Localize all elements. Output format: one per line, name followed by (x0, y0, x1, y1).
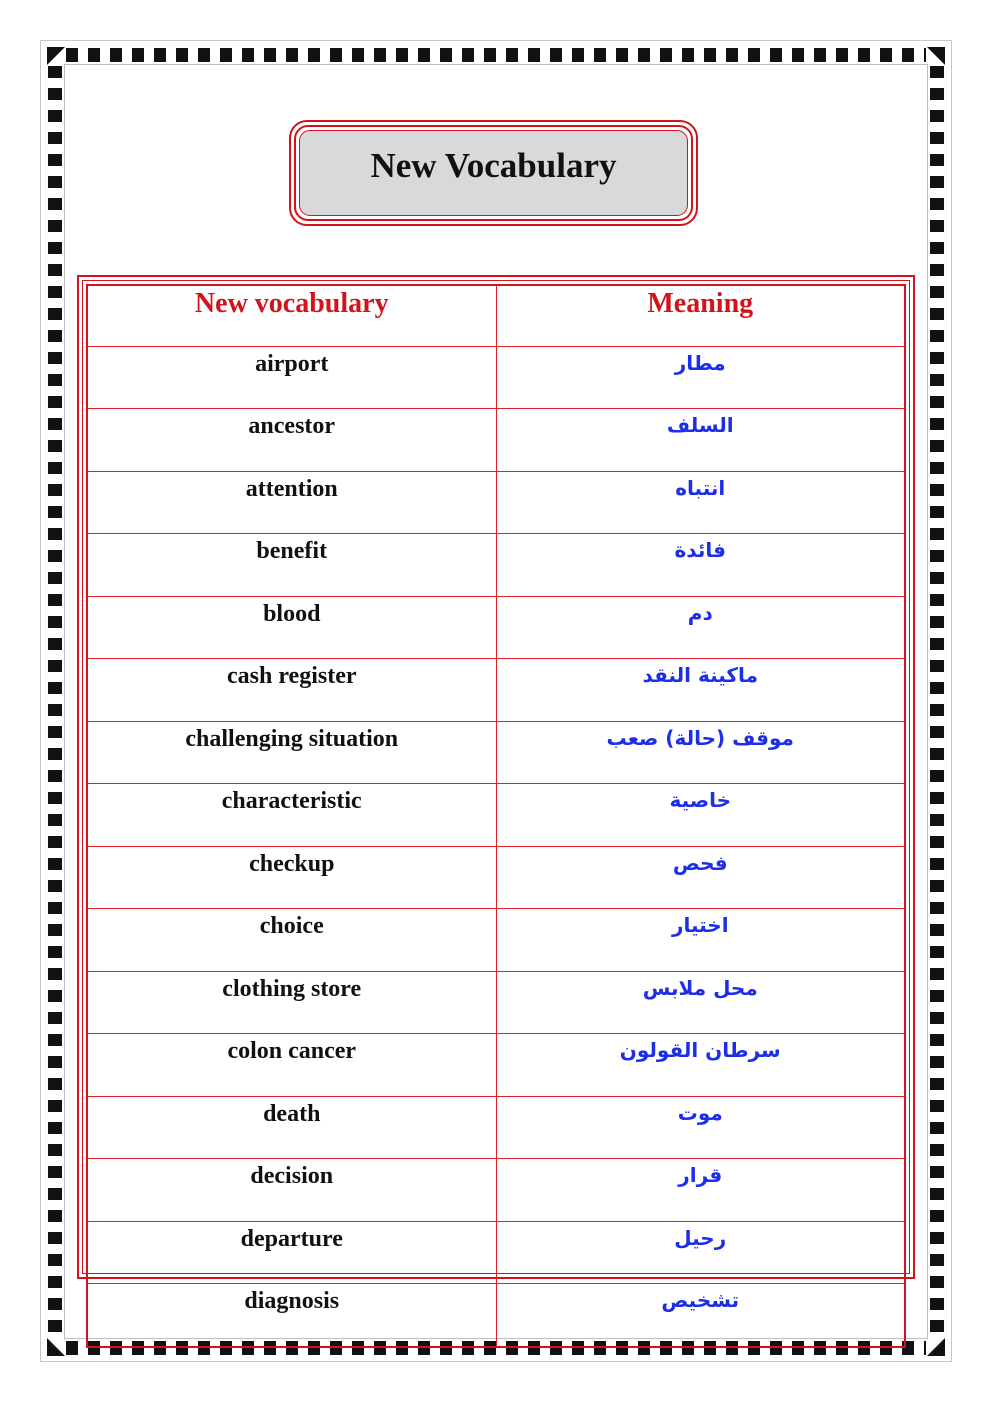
header-new-vocabulary: New vocabulary (87, 285, 496, 346)
decorative-border-left (48, 66, 62, 1337)
decorative-border-top (66, 48, 926, 62)
table-row (87, 1284, 905, 1347)
vocab-word: departure (87, 1221, 496, 1284)
page-title: New Vocabulary (370, 146, 617, 185)
vocab-word: attention (87, 471, 496, 534)
vocab-meaning: فحص (496, 846, 905, 909)
table-row (87, 784, 905, 847)
vocab-word: diagnosis (87, 1284, 496, 1347)
table-row (87, 534, 905, 597)
vocab-word: choice (87, 909, 496, 972)
title-box-core (299, 130, 688, 216)
vocab-word: decision (87, 1159, 496, 1222)
table-row (87, 596, 905, 659)
table-row (87, 909, 905, 972)
table-row (87, 409, 905, 472)
header-meaning: Meaning (496, 285, 905, 346)
vocab-meaning: دم (496, 596, 905, 659)
table-row (87, 471, 905, 534)
vocab-word: checkup (87, 846, 496, 909)
vocab-meaning: السلف (496, 409, 905, 472)
table-row (87, 346, 905, 409)
vocab-word: ancestor (87, 409, 496, 472)
vocab-word: characteristic (87, 784, 496, 847)
vocab-meaning: سرطان القولون (496, 1034, 905, 1097)
table-row (87, 846, 905, 909)
vocab-word: challenging situation (87, 721, 496, 784)
vocab-meaning: خاصية (496, 784, 905, 847)
vocab-word: benefit (87, 534, 496, 597)
table-header-row (87, 285, 905, 346)
vocab-word: blood (87, 596, 496, 659)
table-row (87, 1034, 905, 1097)
vocab-meaning: ماكينة النقد (496, 659, 905, 722)
decorative-border-right (930, 66, 944, 1337)
table-row (87, 659, 905, 722)
vocab-meaning: اختيار (496, 909, 905, 972)
table-row (87, 971, 905, 1034)
vocab-word: airport (87, 346, 496, 409)
vocabulary-table-frame-inner (82, 280, 910, 1314)
table-row (87, 1096, 905, 1159)
vocab-meaning: محل ملابس (496, 971, 905, 1034)
vocab-meaning: قرار (496, 1159, 905, 1222)
table-row (87, 1159, 905, 1222)
vocab-meaning: رحيل (496, 1221, 905, 1284)
title-box-inner (294, 125, 693, 221)
vocab-meaning: فائدة (496, 534, 905, 597)
vocab-meaning: مطار (496, 346, 905, 409)
vocab-meaning: تشخيص (496, 1284, 905, 1347)
vocab-meaning: موت (496, 1096, 905, 1159)
vocabulary-table (86, 284, 906, 1348)
vocab-meaning: انتباه (496, 471, 905, 534)
vocab-word: death (87, 1096, 496, 1159)
title-box (289, 120, 698, 226)
vocab-word: cash register (87, 659, 496, 722)
vocabulary-table-frame (77, 275, 915, 1314)
table-row (87, 721, 905, 784)
vocab-meaning: موقف (حالة) صعب (496, 721, 905, 784)
vocab-word: clothing store (87, 971, 496, 1034)
vocab-word: colon cancer (87, 1034, 496, 1097)
table-row (87, 1221, 905, 1284)
